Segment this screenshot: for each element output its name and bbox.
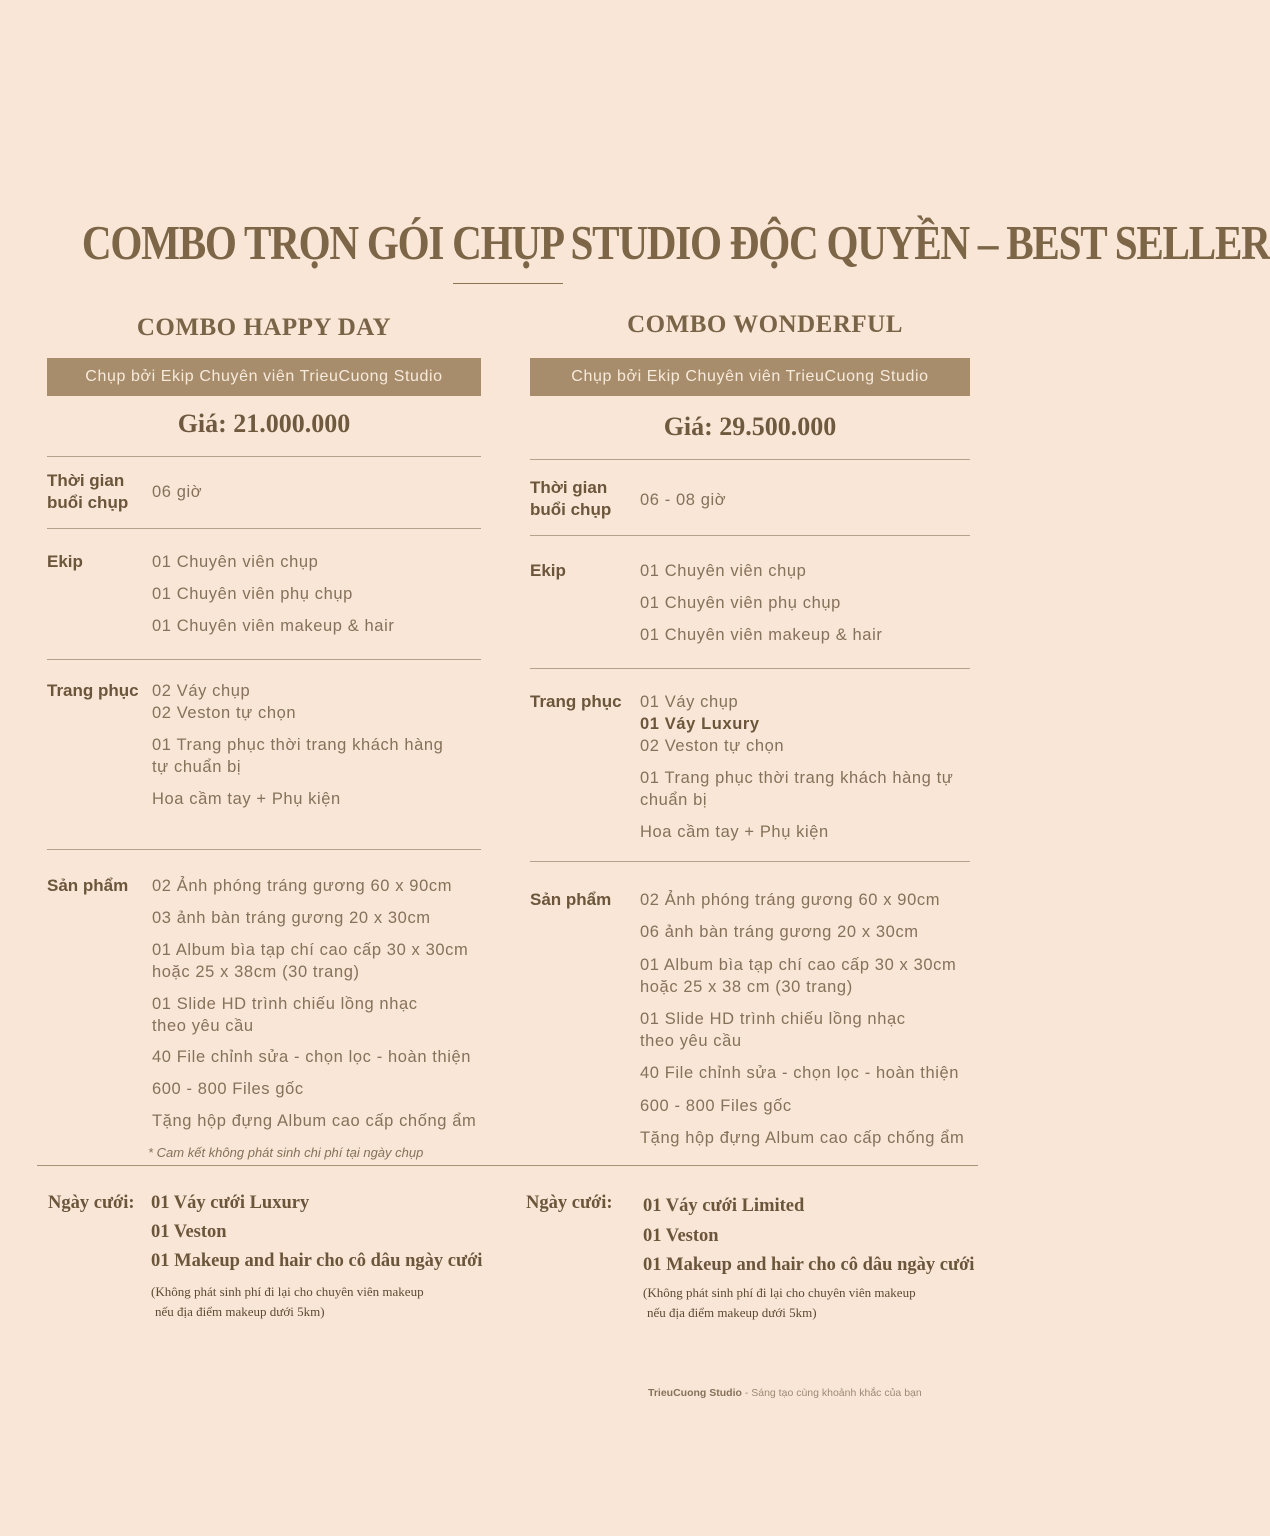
ekip-item: 01 Chuyên viên makeup & hair (152, 617, 395, 635)
product-item: 01 Album bìa tạp chí cao cấp 30 x 30cm (152, 941, 469, 959)
footer (648, 1387, 922, 1399)
costume-item: 01 Váy chụp (640, 693, 739, 711)
product-item: hoặc 25 x 38cm (30 trang) (152, 963, 360, 981)
divider (47, 456, 481, 457)
time-value: 06 - 08 giờ (640, 491, 727, 509)
wedding-note: nếu địa điểm makeup dưới 5km) (155, 1304, 325, 1319)
commitment-note: * Cam kết không phát sinh chi phí tại ngày chụp (148, 1145, 424, 1160)
combo-banner: Chụp bởi Ekip Chuyên viên TrieuCuong Studio (47, 358, 481, 396)
combo-price: Giá: 21.000.000 (177, 409, 351, 438)
costume-item: 02 Váy chụp (152, 682, 251, 700)
divider (530, 535, 970, 536)
product-item: theo yêu cầu (640, 1032, 742, 1050)
footer-tagline: - Sáng tạo cùng khoảnh khắc của bạn (744, 1387, 922, 1399)
divider (47, 659, 481, 660)
ekip-item: 01 Chuyên viên phụ chụp (640, 594, 841, 612)
title-divider (453, 283, 563, 284)
wedding-item: 01 Veston (643, 1226, 719, 1246)
page-title: COMBO TRỌN GÓI CHỤP STUDIO ĐỘC QUYỀN – BEST SELLER (81, 215, 1270, 270)
product-item: 02 Ảnh phóng tráng gương 60 x 90cm (640, 891, 941, 909)
costume-item: Hoa cầm tay + Phụ kiện (640, 823, 829, 841)
product-item: 03 ảnh bàn tráng gương 20 x 30cm (152, 909, 431, 927)
footer-brand: TrieuCuong Studio (648, 1387, 742, 1399)
combo-price: Giá: 29.500.000 (663, 412, 837, 441)
costume-item: 02 Veston tự chọn (640, 737, 785, 755)
time-value: 06 giờ (152, 483, 203, 501)
wedding-note: (Không phát sinh phí đi lại cho chuyên viên makeup (151, 1284, 424, 1299)
product-item: 01 Album bìa tạp chí cao cấp 30 x 30cm (640, 956, 957, 974)
wedding-item: 01 Váy cưới Limited (643, 1196, 805, 1216)
product-item: Tặng hộp đựng Album cao cấp chống ẩm (152, 1112, 477, 1130)
costume-item: 01 Trang phục thời trang khách hàng (152, 736, 444, 754)
costume-label: Trang phục (530, 692, 622, 711)
costume-item-highlight: 01 Váy Luxury (640, 715, 760, 733)
product-label: Sản phẩm (47, 876, 129, 895)
costume-item: Hoa cầm tay + Phụ kiện (152, 790, 341, 808)
time-label: buổi chụp (47, 493, 129, 512)
divider (47, 849, 481, 850)
divider (530, 668, 970, 669)
wedding-item: 01 Veston (151, 1222, 227, 1242)
product-item: theo yêu cầu (152, 1017, 254, 1035)
wedding-day-label: Ngày cưới: (48, 1193, 135, 1213)
ekip-item: 01 Chuyên viên chụp (152, 553, 319, 571)
ekip-label: Ekip (530, 561, 566, 580)
time-label: buổi chụp (530, 500, 612, 519)
costume-item: 02 Veston tự chọn (152, 704, 297, 722)
ekip-label: Ekip (47, 552, 83, 571)
product-item: 40 File chỉnh sửa - chọn lọc - hoàn thiện (152, 1048, 472, 1066)
costume-item: chuẩn bị (640, 791, 708, 809)
product-item: 600 - 800 Files gốc (640, 1097, 792, 1115)
time-label: Thời gian (530, 478, 608, 497)
product-item: 06 ảnh bàn tráng gương 20 x 30cm (640, 923, 919, 941)
ekip-item: 01 Chuyên viên phụ chụp (152, 585, 353, 603)
product-item: 01 Slide HD trình chiếu lồng nhạc (640, 1010, 906, 1028)
costume-item: 01 Trang phục thời trang khách hàng tự (640, 769, 954, 787)
combo-banner: Chụp bởi Ekip Chuyên viên TrieuCuong Studio (530, 358, 970, 396)
costume-label: Trang phục (47, 681, 139, 700)
divider (47, 528, 481, 529)
product-item: Tặng hộp đựng Album cao cấp chống ẩm (640, 1129, 965, 1147)
section-divider (37, 1165, 978, 1166)
wedding-note: nếu địa điểm makeup dưới 5km) (647, 1305, 817, 1320)
product-item: 01 Slide HD trình chiếu lồng nhạc (152, 995, 418, 1013)
wedding-day-label: Ngày cưới: (526, 1193, 613, 1213)
product-item: 02 Ảnh phóng tráng gương 60 x 90cm (152, 877, 453, 895)
product-label: Sản phẩm (530, 890, 612, 909)
wedding-note: (Không phát sinh phí đi lại cho chuyên viên makeup (643, 1285, 916, 1300)
ekip-item: 01 Chuyên viên makeup & hair (640, 626, 883, 644)
product-item: 40 File chỉnh sửa - chọn lọc - hoàn thiện (640, 1064, 960, 1082)
product-item: hoặc 25 x 38 cm (30 trang) (640, 978, 853, 996)
wedding-item: 01 Makeup and hair cho cô dâu ngày cưới (643, 1255, 975, 1275)
combo-name: COMBO HAPPY DAY (136, 314, 392, 341)
costume-item: tự chuẩn bị (152, 758, 242, 776)
time-label: Thời gian (47, 471, 125, 490)
product-item: 600 - 800 Files gốc (152, 1080, 304, 1098)
wedding-item: 01 Váy cưới Luxury (151, 1193, 310, 1213)
divider (530, 459, 970, 460)
combo-name: COMBO WONDERFUL (627, 311, 903, 338)
ekip-item: 01 Chuyên viên chụp (640, 562, 807, 580)
wedding-item: 01 Makeup and hair cho cô dâu ngày cưới (151, 1251, 483, 1271)
divider (530, 861, 970, 862)
